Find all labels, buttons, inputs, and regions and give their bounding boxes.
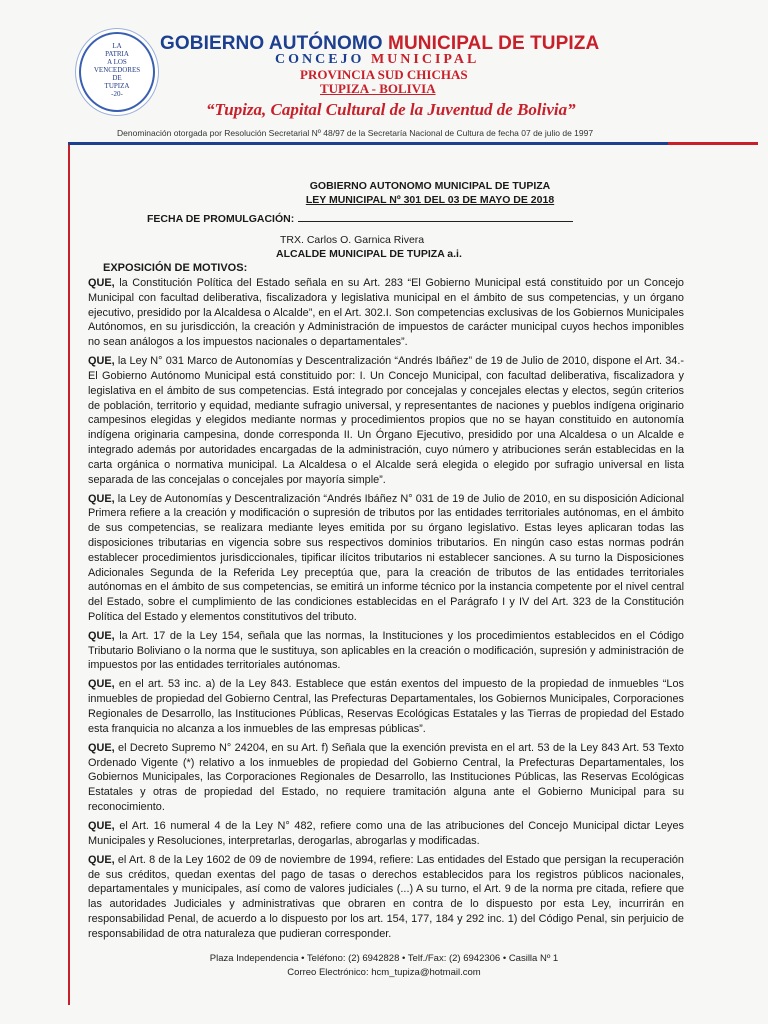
header-concejo: CONCEJO MUNICIPAL: [275, 52, 480, 67]
header-title-blue: GOBIERNO AUTÓNOMO: [160, 33, 389, 54]
seal-text-line: PATRIA: [105, 50, 129, 58]
header-title-red: MUNICIPAL DE TUPIZA: [388, 33, 600, 54]
paragraph-text: la Art. 17 de la Ley 154, señala que las normas, la Instituciones y los procedimientos establecidos en el Código Tributario Boliviano o la norma que le sustituya, son aplicables en la creación o modificación, supresión y administración de impuestos por las entidades territoriales autónomas.: [88, 629, 684, 672]
paragraph-lead: QUE,: [88, 853, 115, 866]
signatory-name: TRX. Carlos O. Garnica Rivera: [280, 234, 425, 246]
section-title: EXPOSICIÓN DE MOTIVOS:: [103, 262, 248, 274]
header-provincia: PROVINCIA SUD CHICHAS: [300, 67, 468, 82]
paragraph-lead: QUE,: [88, 741, 115, 754]
document-heading: GOBIERNO AUTONOMO MUNICIPAL DE TUPIZA: [309, 180, 551, 192]
promulgation-blank-line: [298, 211, 573, 222]
considerando-paragraph: [88, 677, 684, 736]
paragraph-text: en el art. 53 inc. a) de la Ley 843. Establece que están exentos del impuesto de la propiedad de inmuebles “Los inmuebles de propiedad del Gobierno Central, las Prefecturas Departamentales, los Gobiernos Municipales, Corporaciones Regionales de Desarrollo, las Instituciones Públicas, Reservas Ecológicas Estatales y las Tierras de propiedad del Estado esta franquicia no alcanza a los inmuebles de las empresas públicas”.: [88, 678, 684, 735]
seal-text-line: LA: [112, 42, 122, 50]
considerando-paragraph: [88, 629, 684, 673]
considerando-paragraph: [88, 492, 684, 625]
considerando-paragraph: [88, 853, 684, 942]
paragraph-text: el Art. 8 de la Ley 1602 de 09 de noviembre de 1994, refiere: Las entidades del Estado que persigan la recuperación de sus créditos, quedan exentas del pago de tasas o derechos establecidos para los registros públicos nacionales, departamentales y municipales, así como de valores judiciales (...) A su turno, el Art. 9 de la norma pre citada, refiere que las autoridades Judiciales y administrativas que obraren en contra de lo dispuesto por esta Ley, incurrirán en responsabilidad Penal, de acuerdo a lo dispuesto por los art. 154, 177, 184 y 292 inc. 1) del Código Penal, sin perjuicio de responsabilidad de otra naturaleza que pudieran corresponder.: [88, 853, 684, 940]
seal-text-line: VENCEDORES: [93, 66, 141, 74]
header-divider-red: [668, 142, 758, 145]
header-city: TUPIZA - BOLIVIA: [320, 81, 436, 96]
footer-email: Correo Electrónico: hcm_tupiza@hotmail.com: [287, 967, 481, 978]
municipal-seal: [79, 32, 155, 112]
promulgation-date: [147, 211, 573, 225]
seal-text-line: -20-: [111, 90, 123, 98]
header-denomination: Denominación otorgada por Resolución Secretarial Nº 48/97 de la Secretaría Nacional de Cultura de fecha 07 de julio de 1997: [117, 128, 594, 138]
promulgation-label: FECHA DE PROMULGACIÓN:: [147, 213, 295, 225]
header-motto: “Tupiza, Capital Cultural de la Juventud de Bolivia”: [206, 100, 576, 119]
considerando-paragraph: [88, 819, 684, 849]
considerando-paragraph: [88, 741, 684, 815]
left-margin-rule: [68, 145, 70, 1005]
header-divider-blue: [68, 142, 668, 145]
considerando-paragraph: [88, 276, 684, 350]
paragraph-lead: QUE,: [88, 355, 115, 368]
seal-text-line: DE: [112, 74, 122, 82]
footer-address: Plaza Independencia • Teléfono: (2) 6942828 • Telf./Fax: (2) 6942306 • Casilla Nº 1: [209, 953, 559, 964]
paragraph-text: el Decreto Supremo N° 24204, en su Art. f) Señala que la exención prevista en el art. 53 de la Ley 843 Art. 53 Texto Ordenado Vigente (*) relativo a los inmuebles de propiedad del Gobierno Central, la Prefecturas Departamentales, los Gobiernos Municipales, las Corporaciones Regionales de Desarrollo, las Instituciones Públicas, las Reservas Ecológicas Estatales y otras de propiedad del Estado, no requiere tramitación alguna ante el Gobierno Municipal para su reconocimiento.: [88, 741, 684, 814]
paragraph-lead: QUE,: [88, 277, 115, 289]
seal-text-line: TUPIZA: [104, 82, 130, 90]
law-title: LEY MUNICIPAL Nº 301 DEL 03 DE MAYO DE 2018: [305, 194, 555, 206]
seal-text-line: A LOS: [107, 58, 127, 66]
paragraph-text: la Ley de Autonomías y Descentralización “Andrés Ibáñez N° 031 de 19 de Julio de 2010, en su disposición Adicional Primera refiere a la creación y modificación o supresión de tributos por las entidades territoriales autónomas, en el ámbito de sus competencias, se realizara mediante leyes emitida por su órgano legislativo. Estas leyes aplicaran todas las disposiciones tributarias en vigencia sobre sus respectivos dominios tributarios. En ningún caso estas normas podrán establecer procedimientos jurisdiccionales, tipificar ilícitos tributarios ni establecer sanciones. A su turno la Disposiciones Adicionales Segunda de la Referida Ley preceptúa que, para la creación de tributos de las entidades territoriales autónomas en el ámbito de sus competencias, se emitirá un informe técnico por la instancia competente por el nivel central del Estado, sobre el cumplimiento de las condiciones establecidas en el Parágrafo I y IV del Art. 323 de la Constitución Política del Estado y elementos constitutivos del tributo.: [88, 492, 684, 623]
document-body: [88, 276, 684, 946]
paragraph-text: el Art. 16 numeral 4 de la Ley N° 482, refiere como una de las atribuciones del Concejo Municipal dictar Leyes Municipales y Resoluciones, interpretarlas, derogarlas, abrogarlas y modificadas.: [88, 820, 684, 847]
paragraph-text: la Ley N° 031 Marco de Autonomías y Descentralización “Andrés Ibáñez” de 19 de Julio de 2010, dispone el Art. 34.- El Gobierno Autónomo Municipal está constituido por: I. Un Concejo Municipal, con facultad deliberativa, fiscalizadora y legislativa en el ámbito de sus competencias. Está integrado por concejalas y concejales electas y electos, según criterios de población, territorio y equidad, mediante sufragio universal, y representantes de naciones y pueblos indígena originario campesinos elegidas y elegidos mediante normas y procedimientos propios que no se hayan constituido en autonomía indígena originaria campesina, donde corresponda II. Un Órgano Ejecutivo, presidido por una Alcaldesa o un Alcalde e integrado además por autoridades encargadas de la administración, cuyo número y atribuciones serán establecidas en la carta orgánica o normativa municipal. La Alcaldesa o el Alcalde será elegida o elegido por sufragio universal en lista separada de las concejalas o concejales por mayoría simple”.: [88, 355, 684, 486]
considerando-paragraph: [88, 354, 684, 487]
paragraph-lead: QUE,: [88, 820, 115, 833]
signatory-title: ALCALDE MUNICIPAL DE TUPIZA a.i.: [276, 248, 462, 260]
paragraph-lead: QUE,: [88, 492, 115, 505]
paragraph-text: la Constitución Política del Estado señala en su Art. 283 “El Gobierno Municipal está constituido por un Concejo Municipal con facultad deliberativa, fiscalizadora y legislativa municipal en el ámbito de sus competencias, y un órgano ejecutivo, presidido por la Alcaldesa o Alcalde”, en el Art. 302.I. Son competencias exclusivas de los Gobiernos Municipales Autónomos, en su jurisdicción, la creación y Administración de impuestos de carácter municipal cuyos hechos imponibles no sean análogos a los impuestos nacionales o departamentales”.: [88, 277, 684, 349]
paragraph-lead: QUE,: [88, 678, 115, 691]
paragraph-lead: QUE,: [88, 629, 115, 642]
